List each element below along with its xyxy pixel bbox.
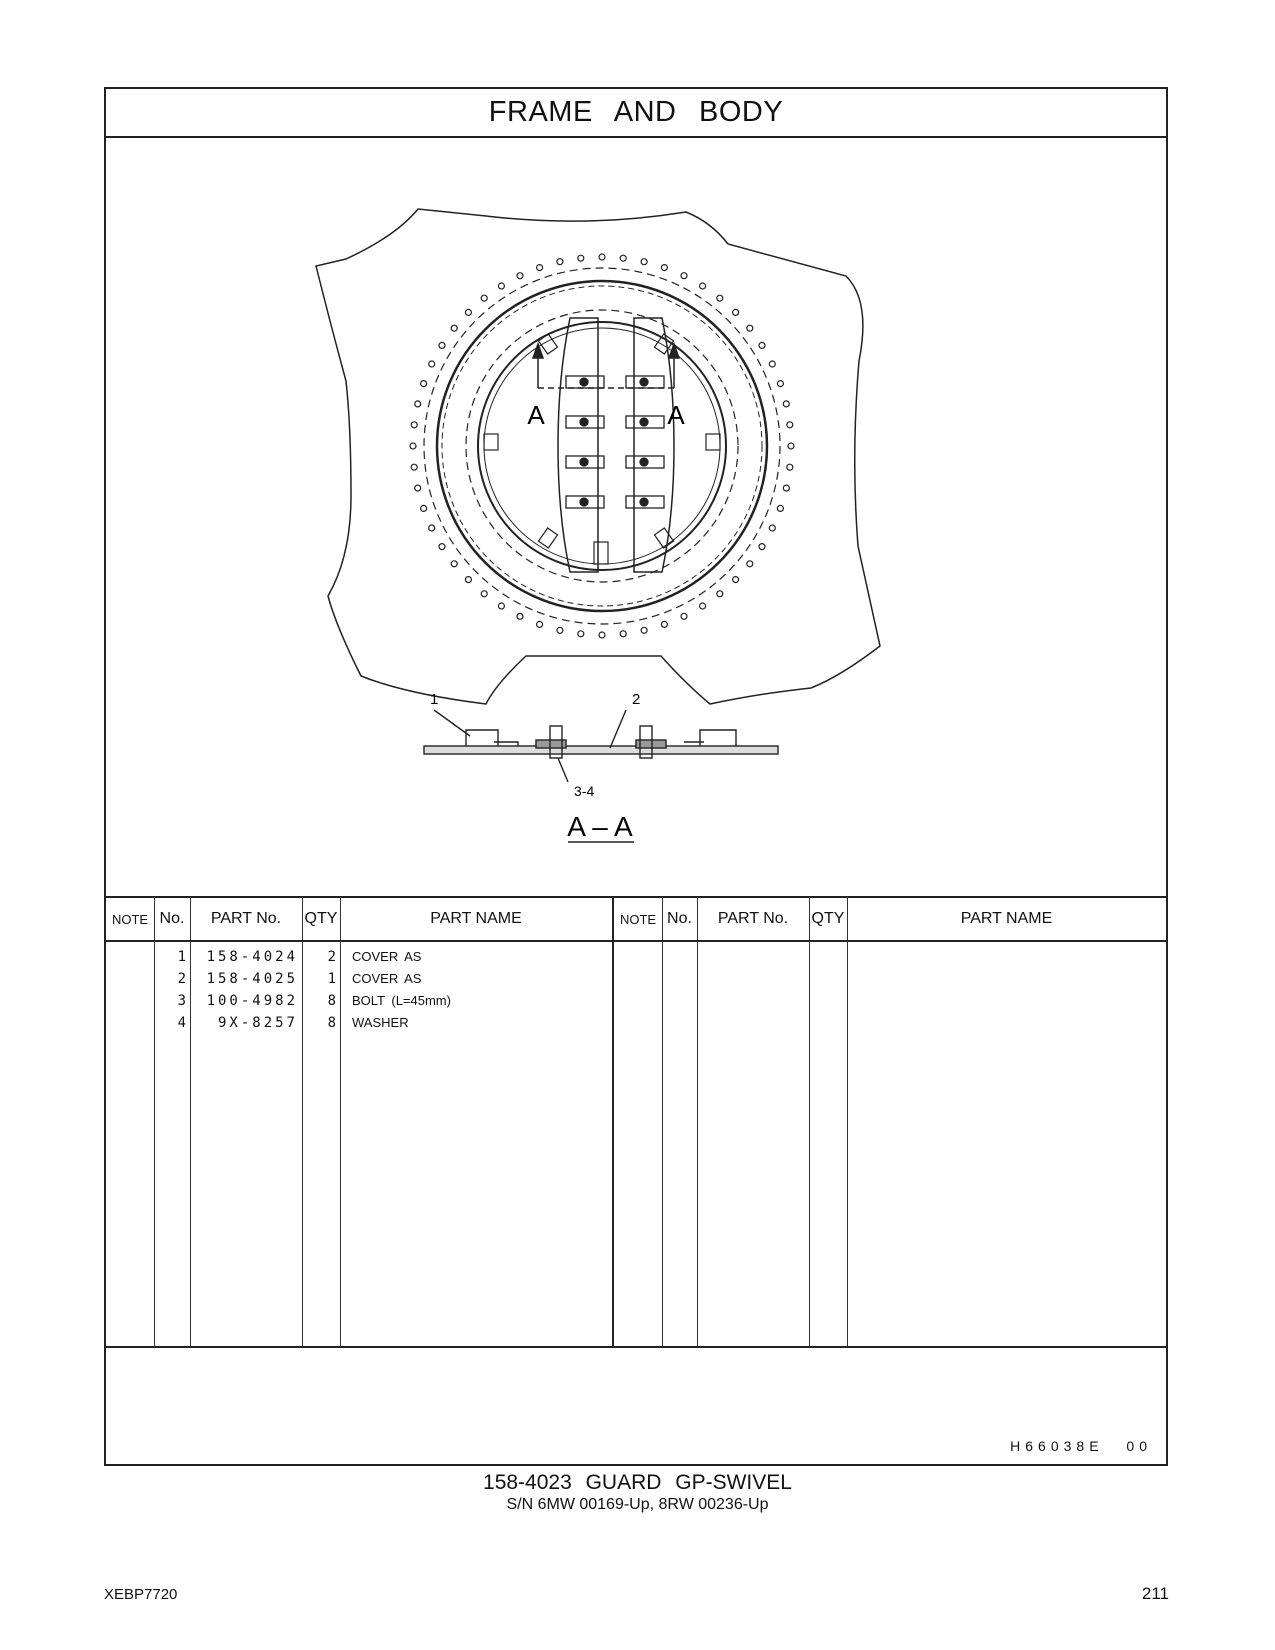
row-no: 4 — [177, 1015, 186, 1031]
bolt-hole — [599, 632, 605, 638]
row-part-name: COVER AS — [352, 971, 422, 986]
bolt-hole — [429, 525, 435, 531]
bolt-hole — [421, 381, 427, 387]
bolt-hole — [451, 561, 457, 567]
header-qty-2: QTY — [811, 910, 845, 927]
callout-3-4: 3-4 — [574, 783, 595, 799]
table-row — [106, 990, 1166, 1012]
bolt-hole — [465, 577, 471, 583]
bolt-hole — [661, 265, 667, 271]
bolt-hole — [451, 325, 457, 331]
bolt-hole — [537, 621, 543, 627]
row-qty: 2 — [327, 949, 336, 965]
bolt-hole — [439, 544, 445, 550]
bolt-hole — [769, 361, 775, 367]
bolt-hole — [733, 309, 739, 315]
header-part-no: PART No. — [210, 910, 282, 927]
bolt-hole — [641, 259, 647, 265]
bolt-hole — [481, 295, 487, 301]
bolt-hole — [681, 613, 687, 619]
bolt-hole — [411, 422, 417, 428]
retainer-tabs — [484, 334, 720, 564]
bolt-hole — [717, 295, 723, 301]
bolt-hole — [777, 381, 783, 387]
bolt-hole — [788, 443, 794, 449]
bolt-hole — [759, 342, 765, 348]
page-title: FRAME AND BODY — [106, 89, 1166, 138]
header-no: No. — [159, 910, 185, 927]
bolt-hole — [411, 464, 417, 470]
bolt-hole — [783, 401, 789, 407]
section-arrows — [533, 344, 679, 388]
bolt-hole — [498, 283, 504, 289]
document-id: XEBP7720 — [104, 1586, 178, 1603]
row-no: 2 — [177, 971, 186, 987]
bolt-hole — [557, 627, 563, 633]
bolt-hole — [747, 325, 753, 331]
bolt-hole — [700, 603, 706, 609]
clamp-bolt — [640, 418, 648, 426]
assembly-caption: 158-4023 GUARD GP-SWIVEL — [483, 1471, 792, 1494]
bolt-hole — [557, 259, 563, 265]
callout-2: 2 — [632, 691, 641, 708]
header-no-2: No. — [667, 910, 692, 927]
table-row — [106, 946, 1166, 968]
header-part-name-2: PART NAME — [960, 910, 1053, 927]
row-qty: 1 — [327, 971, 336, 987]
clamp-bolt — [580, 498, 588, 506]
section-mark-right: A — [667, 400, 685, 430]
bolt-hole — [777, 505, 783, 511]
row-part-no: 158-4025 — [206, 971, 298, 987]
bolt-hole — [439, 342, 445, 348]
bolt-hole — [415, 401, 421, 407]
header-qty: QTY — [304, 910, 338, 927]
bolt-hole — [620, 631, 626, 637]
row-part-no: 100-4982 — [206, 993, 298, 1009]
bolt-hole — [578, 255, 584, 261]
bolt-hole-ring — [410, 254, 794, 638]
row-no: 1 — [177, 949, 186, 965]
header-part-name: PART NAME — [430, 910, 522, 927]
header-note-2: NOTE — [619, 911, 657, 927]
bolt-hole — [769, 525, 775, 531]
bolt-hole — [578, 631, 584, 637]
header-part-no-2: PART No. — [717, 910, 789, 927]
bolt-hole — [620, 255, 626, 261]
clamp-bolts — [566, 376, 664, 508]
bolt-hole — [747, 561, 753, 567]
page-number: 211 — [1141, 1584, 1169, 1603]
section-title: A – A — [567, 811, 633, 842]
clamp-bolt — [580, 378, 588, 386]
row-no: 3 — [177, 993, 186, 1009]
clamp-bolt — [580, 418, 588, 426]
cover-left — [558, 318, 598, 572]
bolt-hole — [759, 544, 765, 550]
row-part-no: 9X-8257 — [217, 1015, 298, 1031]
bolt-hole — [421, 505, 427, 511]
parts-table-header — [106, 896, 1166, 942]
bolt-hole — [787, 464, 793, 470]
bolt-hole — [787, 422, 793, 428]
bolt-hole — [537, 265, 543, 271]
table-row — [106, 1012, 1166, 1034]
clamp-bolt — [580, 458, 588, 466]
bolt-hole — [517, 273, 523, 279]
bolt-hole — [661, 621, 667, 627]
exploded-view-illustration — [106, 136, 1166, 896]
section-view — [424, 710, 778, 782]
bolt-hole — [641, 627, 647, 633]
bolt-hole — [429, 361, 435, 367]
header-note: NOTE — [111, 911, 149, 927]
bolt-hole — [783, 485, 789, 491]
row-part-no: 158-4024 — [206, 949, 298, 965]
bolt-hole — [517, 613, 523, 619]
bolt-hole — [465, 309, 471, 315]
bolt-hole — [700, 283, 706, 289]
clamp-bolt — [640, 378, 648, 386]
bolt-hole — [599, 254, 605, 260]
table-row — [106, 968, 1166, 990]
clamp-bolt — [640, 498, 648, 506]
drawing-code: H66038E 00 — [1010, 1438, 1152, 1454]
row-part-name: WASHER — [352, 1015, 409, 1030]
bolt-hole — [415, 485, 421, 491]
row-qty: 8 — [327, 993, 336, 1009]
section-mark-left: A — [527, 400, 545, 430]
row-part-name: BOLT (L=45mm) — [352, 993, 451, 1008]
parts-frame — [104, 87, 1168, 1466]
bolt-hole — [717, 591, 723, 597]
table-footer — [106, 1346, 1166, 1464]
bolt-hole — [498, 603, 504, 609]
swivel-guard-drawing — [106, 136, 1166, 896]
serial-range: S/N 6MW 00169-Up, 8RW 00236-Up — [506, 1496, 769, 1513]
clamp-bolt — [640, 458, 648, 466]
bolt-hole — [410, 443, 416, 449]
row-qty: 8 — [327, 1015, 336, 1031]
row-part-name: COVER AS — [352, 949, 422, 964]
bolt-hole — [733, 577, 739, 583]
callout-1: 1 — [430, 691, 439, 708]
bolt-hole — [481, 591, 487, 597]
bolt-hole — [681, 273, 687, 279]
